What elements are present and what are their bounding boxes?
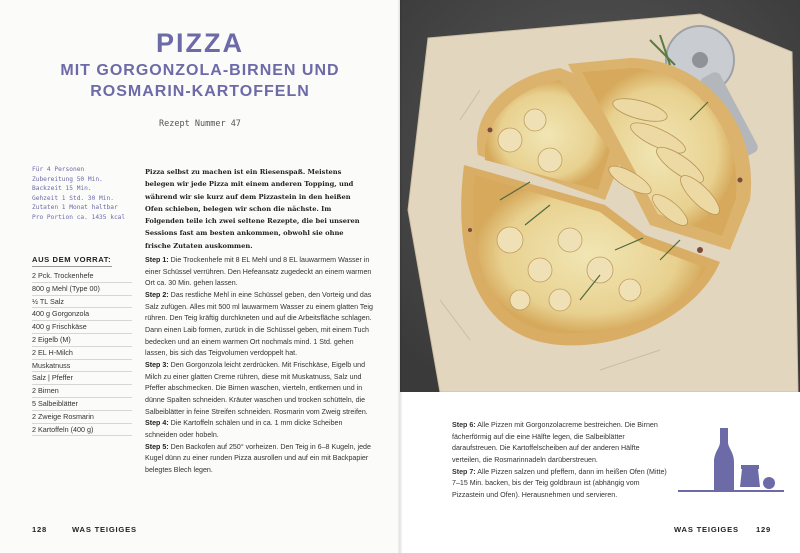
step-label: Step 5: [145, 442, 169, 451]
step-text: Das restliche Mehl in eine Schüssel geben, den Vorteig und das Salz zufügen. Alles mit 500 ml lauwarmem Wasser zu einem glatten Teig rühren. Den Teig kräftig durchkneten und auf die Arbeitsfläche schlagen. Dann einen Laib formen, zurück in die Schüssel geben, mit einem Tuch bedecken und an einem warmen Ort nochmals mind. 1 Std. gehen lassen, bis sich das Teigvolumen verdoppelt hat. [145, 290, 373, 358]
meta-calories: Pro Portion ca. 1435 kcal [32, 213, 126, 221]
ingredient-item: Muskatnuss [32, 360, 132, 373]
pizza-illustration [400, 0, 800, 392]
steps-right [452, 420, 667, 502]
step-4 [145, 418, 374, 441]
step-label: Step 4: [145, 419, 169, 428]
meta-bake-time: Backzeit 15 Min. [32, 185, 92, 193]
step-3 [145, 360, 374, 418]
step-1 [145, 255, 374, 290]
running-footer-right: WAS TEIGIGES [674, 525, 739, 534]
ingredient-item: 5 Salbeiblätter [32, 398, 132, 411]
heading-rule [32, 266, 112, 267]
meta-prep-time: Zubereitung 50 Min. [32, 175, 103, 183]
step-label: Step 1: [145, 256, 169, 264]
step-2 [145, 290, 374, 360]
step-text: Alle Pizzen mit Gorgonzolacreme bestreichen. Die Birnen fächerförmig auf die eine Hälfte legen, die Salbeiblätter daraufstreuen. Die Kartoffelscheiben auf der anderen Hälfte verteilen, die Rosmarinnadeln darüberstreuen. [452, 421, 658, 464]
recipe-meta [32, 165, 132, 223]
jar-lid-icon [741, 465, 759, 469]
step-label: Step 2: [145, 290, 169, 299]
step-text: Den Backofen auf 250° vorheizen. Den Teig in 6–8 Kugeln, jede Kugel dünn zu einer runden Pizza ausrollen und auf ein mit Backpapier belegtes Blech legen. [145, 442, 371, 474]
step-text: Den Gorgonzola leicht zerdrücken. Mit Frischkäse, Eigelb und Milch zu einer glatten Creme rühren, diese mit Muskatnuss, Salz und Pfeffer abschmecken. Die Birnen waschen, vierteln, entkernen und in dünne Spalten schneiden. Kräuter waschen und trocken schütteln, die Salbeiblätter in feine Streifen schneiden. Rosmarin vom Zweig streifen. [145, 360, 368, 416]
ingredient-item: 2 Zweige Rosmarin [32, 411, 132, 424]
meta-servings: Für 4 Personen [32, 166, 85, 173]
recipe-subtitle-line-2: ROSMARIN-KARTOFFELN [90, 83, 310, 100]
meta-shelf-life: Zutaten 1 Monat haltbar [32, 204, 118, 212]
step-text: Die Trockenhefe mit 8 EL Mehl und 8 EL lauwarmem Wasser in einer Schüssel verrühren. Den Hefeansatz zugedeckt an einem warmen Ort ca. 30 Min. gehen lassen. [145, 256, 372, 288]
ingredient-item: 800 g Mehl (Type 00) [32, 283, 132, 296]
ingredient-item: 2 Eigelb (M) [32, 334, 132, 347]
page-number-left: 128 [32, 525, 48, 534]
ingredient-item: Salz | Pfeffer [32, 372, 132, 385]
ingredient-item: 2 Birnen [32, 385, 132, 398]
shelf-line [678, 490, 784, 492]
step-6 [452, 420, 667, 467]
ingredient-item: 2 EL H-Milch [32, 347, 132, 360]
intro-paragraph: Pizza selbst zu machen ist ein Riesenspaß. Meistens belegen wir jede Pizza mit einem anderen Topping, und während wir sie kurz auf dem Pizzastein in den heißen Ofen schieben, belegen wir schon die nächste. Im Folgenden teile ich zwei seltene Rezepte, die bei unseren Sessions fast am besten ankommen, obwohl sie ohne frische Zutaten auskommen. [145, 168, 360, 250]
page-number-right: 129 [756, 525, 772, 534]
recipe-subtitle [20, 60, 380, 102]
garlic-icon [763, 477, 775, 489]
running-footer-left: WAS TEIGIGES [72, 525, 137, 534]
step-text: Die Kartoffeln schälen und in ca. 1 mm dicke Scheiben schneiden oder hobeln. [145, 419, 343, 439]
pantry-illustration [676, 425, 786, 495]
ingredient-item: ½ TL Salz [32, 296, 132, 309]
bottle-icon [714, 428, 734, 490]
recipe-subtitle-line-1: MIT GORGONZOLA-BIRNEN UND [60, 62, 340, 79]
step-text: Alle Pizzen salzen und pfeffern, dann im heißen Ofen (Mitte) 7–15 Min. backen, bis der Teig goldbraun ist (abhängig vom Pizzastein und Ofen). Herausnehmen und servieren. [452, 467, 667, 499]
meta-rise-time: Gehzeit 1 Std. 30 Min. [32, 194, 114, 202]
step-label: Step 3: [145, 360, 169, 369]
recipe-title: PIZZA [156, 28, 244, 58]
ingredient-item: 400 g Gorgonzola [32, 308, 132, 321]
step-label: Step 6: [452, 421, 476, 429]
pizza-photo [400, 0, 800, 392]
ingredients-list [32, 270, 132, 436]
step-7 [452, 467, 667, 502]
ingredients-heading: AUS DEM VORRAT: [32, 255, 112, 264]
ingredient-item: 400 g Frischkäse [32, 321, 132, 334]
step-5 [145, 442, 374, 477]
jar-icon [740, 469, 760, 487]
ingredient-item: 2 Pck. Trockenhefe [32, 270, 132, 283]
book-gutter [398, 0, 402, 553]
step-label: Step 7: [452, 467, 476, 476]
recipe-number: Rezept Nummer 47 [159, 119, 241, 129]
ingredient-item: 2 Kartoffeln (400 g) [32, 424, 132, 437]
steps-left [145, 255, 374, 476]
